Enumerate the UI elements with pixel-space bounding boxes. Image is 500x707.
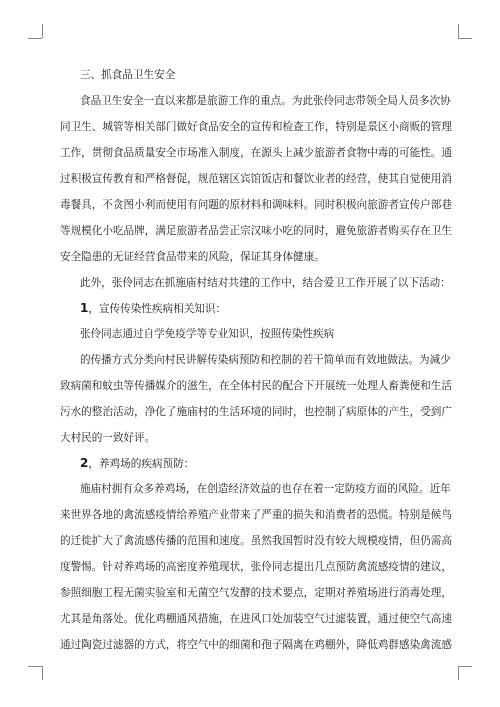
crop-mark-bottom-right-h xyxy=(458,666,472,667)
paragraph-line: 此外，张伶同志在抓施庙村结对共建的工作中，结合爱卫工作开展了以下活动： xyxy=(80,277,451,289)
paragraph-line: 等规模化小吃品牌，满足旅游者品尝正宗汉味小吃的同时，避免旅游者购买存在卫生 xyxy=(60,225,452,237)
paragraph-line: 通过陶瓷过滤器的方式，将空气中的细菌和孢子隔离在鸡棚外，降低鸡群感染禽流感 xyxy=(60,639,452,651)
crop-mark-bottom-right-v xyxy=(458,666,459,680)
crop-mark-top-right-v xyxy=(458,24,459,38)
paragraph-line: 度警惕。针对养鸡场的高密度养殖现状，张伶同志提出几点预防禽流感疫情的建议， xyxy=(60,561,452,573)
paragraph-line: 同卫生、城管等相关部门做好食品安全的宣传和检查工作，特别是景区小商贩的管理 xyxy=(60,121,452,133)
paragraph-line: 毒餐具，不贪图小利而使用有问题的原材料和调味料。同时积极向旅游者宣传户部巷 xyxy=(60,199,452,211)
paragraph-line: 污水的整治活动，净化了施庙村的生活环境的同时，也控制了病原体的产生，受到广 xyxy=(60,406,452,418)
paragraph-line: 食品卫生安全一直以来都是旅游工作的重点。为此张伶同志带领全局人员多次协 xyxy=(80,95,451,107)
item-heading xyxy=(80,456,194,471)
crop-mark-bottom-left-v xyxy=(42,666,43,680)
paragraph-line: 张伶同志通过自学免疫学等专业知识，按照传染性疾病 xyxy=(80,328,335,340)
crop-mark-top-right-h xyxy=(458,38,472,39)
paragraph-line: 致病菌和蚊虫等传播媒介的滋生，在全体村民的配合下开展统一处理人畜粪便和生活 xyxy=(60,380,452,392)
item-title: ，宣传传染性疾病相关知识： xyxy=(88,303,227,315)
paragraph-line: 参照细胞工程无菌实验室和无菌空气发酵的技术要点，定期对养殖场进行消毒处理， xyxy=(60,587,452,599)
paragraph-line: 尤其是角落处。优化鸡棚通风措施，在进风口处加装空气过滤装置，通过使空气高速 xyxy=(60,613,452,625)
crop-mark-top-left-v xyxy=(42,24,43,38)
paragraph-line: 的迁徙扩大了禽流感传播的范围和速度。虽然我国暂时没有较大规模疫情，但仍需高 xyxy=(60,535,452,547)
item-title: ，养鸡场的疾病预防： xyxy=(88,458,195,470)
item-heading xyxy=(80,301,226,316)
crop-mark-top-left-h xyxy=(28,38,42,39)
item-number: 1 xyxy=(80,301,89,315)
item-number: 2 xyxy=(80,456,89,470)
crop-mark-bottom-left-h xyxy=(28,666,42,667)
section-heading: 三、抓食品卫生安全 xyxy=(80,69,176,81)
paragraph-line: 工作，贯彻食品质量安全市场准入制度，在源头上减少旅游者食物中毒的可能性。通 xyxy=(60,147,452,159)
paragraph-line: 施庙村拥有众多养鸡场，在创造经济效益的也存在着一定防疫方面的风险。近年 xyxy=(80,483,451,495)
paragraph-line: 安全隐患的无证经营食品带来的风险，保证其身体健康。 xyxy=(60,251,325,263)
paragraph-line: 过积极宣传教育和严格督促，规范辖区宾馆饭店和餐饮业者的经营，使其自觉使用消 xyxy=(60,173,452,185)
paragraph-line: 的传播方式分类向村民讲解传染病预防和控制的若干简单而有效地做法。为减少 xyxy=(80,354,451,366)
paragraph-line: 来世界各地的禽流感疫情给养殖产业带来了严重的损失和消费者的恐慌。特别是候鸟 xyxy=(60,509,452,521)
paragraph-line: 大村民的一致好评。 xyxy=(60,432,156,444)
